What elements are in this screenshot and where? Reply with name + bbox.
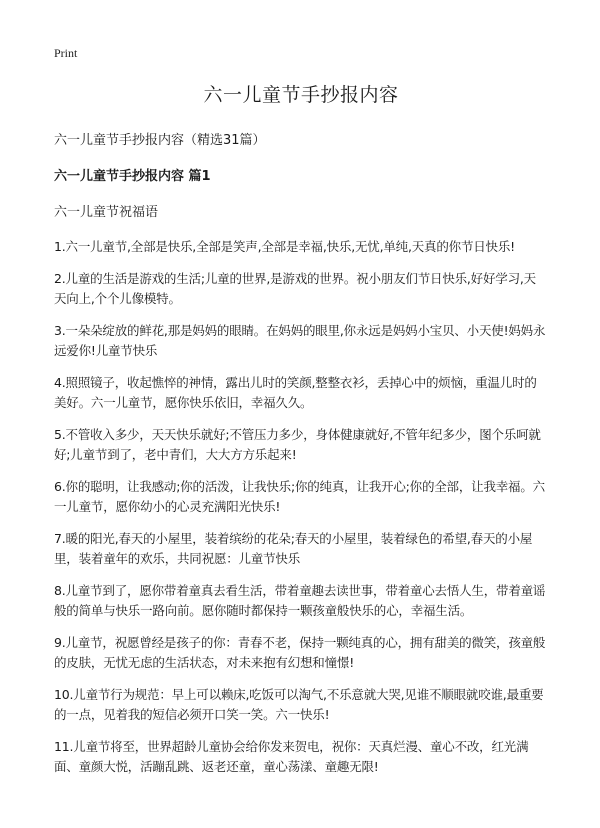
paragraph-3: 3.一朵朵绽放的鲜花,那是妈妈的眼睛。在妈妈的眼里,你永远是妈妈小宝贝、小天使!妈妈永远爱你!儿童节快乐 (54, 323, 546, 358)
paragraph-8: 8.儿童节到了，愿你带着童真去看生活，带着童趣去读世事，带着童心去悟人生，带着童谣般的简单与快乐一路向前。愿你随时都保持一颗孩童般快乐的心，幸福生活。 (54, 583, 546, 618)
paragraph-10: 10.儿童节行为规范：早上可以赖床,吃饭可以淘气,不乐意就大哭,见谁不顺眼就咬谁,最重要的一点，见着我的短信必须开口笑一笑。六一快乐! (54, 687, 544, 722)
page-title: 六一儿童节手抄报内容 (203, 84, 399, 106)
section-title: 六一儿童节手抄报内容 篇1 (54, 169, 211, 184)
section-heading: 六一儿童节祝福语 (54, 205, 159, 220)
paragraph-2: 2.儿童的生活是游戏的生活;儿童的世界,是游戏的世界。祝小朋友们节日快乐,好好学习,天天向上,个个儿像模特。 (54, 271, 536, 306)
paragraph-5: 5.不管收入多少，天天快乐就好;不管压力多少，身体健康就好,不管年纪多少，图个乐呵就好;儿童节到了，老中青们，大大方方乐起来! (54, 427, 541, 462)
document-body (54, 70, 548, 789)
paragraph-7: 7.暖的阳光,春天的小屋里，装着缤纷的花朵;春天的小屋里，装着绿色的希望,春天的小屋里，装着童年的欢乐，共同祝愿：儿童节快乐 (54, 531, 533, 566)
print-label: Print (54, 46, 78, 60)
paragraph-6: 6.你的聪明，让我感动;你的活泼，让我快乐;你的纯真，让我开心;你的全部，让我幸福。六一儿童节，愿你幼小的心灵充满阳光快乐! (54, 479, 545, 514)
paragraph-9: 9.儿童节，祝愿曾经是孩子的你：青春不老，保持一颗纯真的心，拥有甜美的微笑，孩童般的皮肤，无忧无虑的生活状态，对未来抱有幻想和憧憬! (54, 635, 546, 670)
document-subtitle: 六一儿童节手抄报内容（精选31篇） (54, 133, 266, 148)
paragraph-1: 1.六一儿童节,全部是快乐,全部是笑声,全部是幸福,快乐,无忧,单纯,天真的你节日快乐! (54, 239, 515, 254)
paragraph-11: 11.儿童节将至，世界超龄儿童协会给你发来贺电，祝你：天真烂漫、童心不改，红光满面、童颜大悦，活蹦乱跳、返老还童，童心荡漾、童趣无限! (54, 739, 529, 774)
paragraph-4: 4.照照镜子，收起憔悴的神情，露出儿时的笑颜,整整衣衫，丢掉心中的烦恼，重温儿时的美好。六一儿童节，愿你快乐依旧，幸福久久。 (54, 375, 537, 410)
